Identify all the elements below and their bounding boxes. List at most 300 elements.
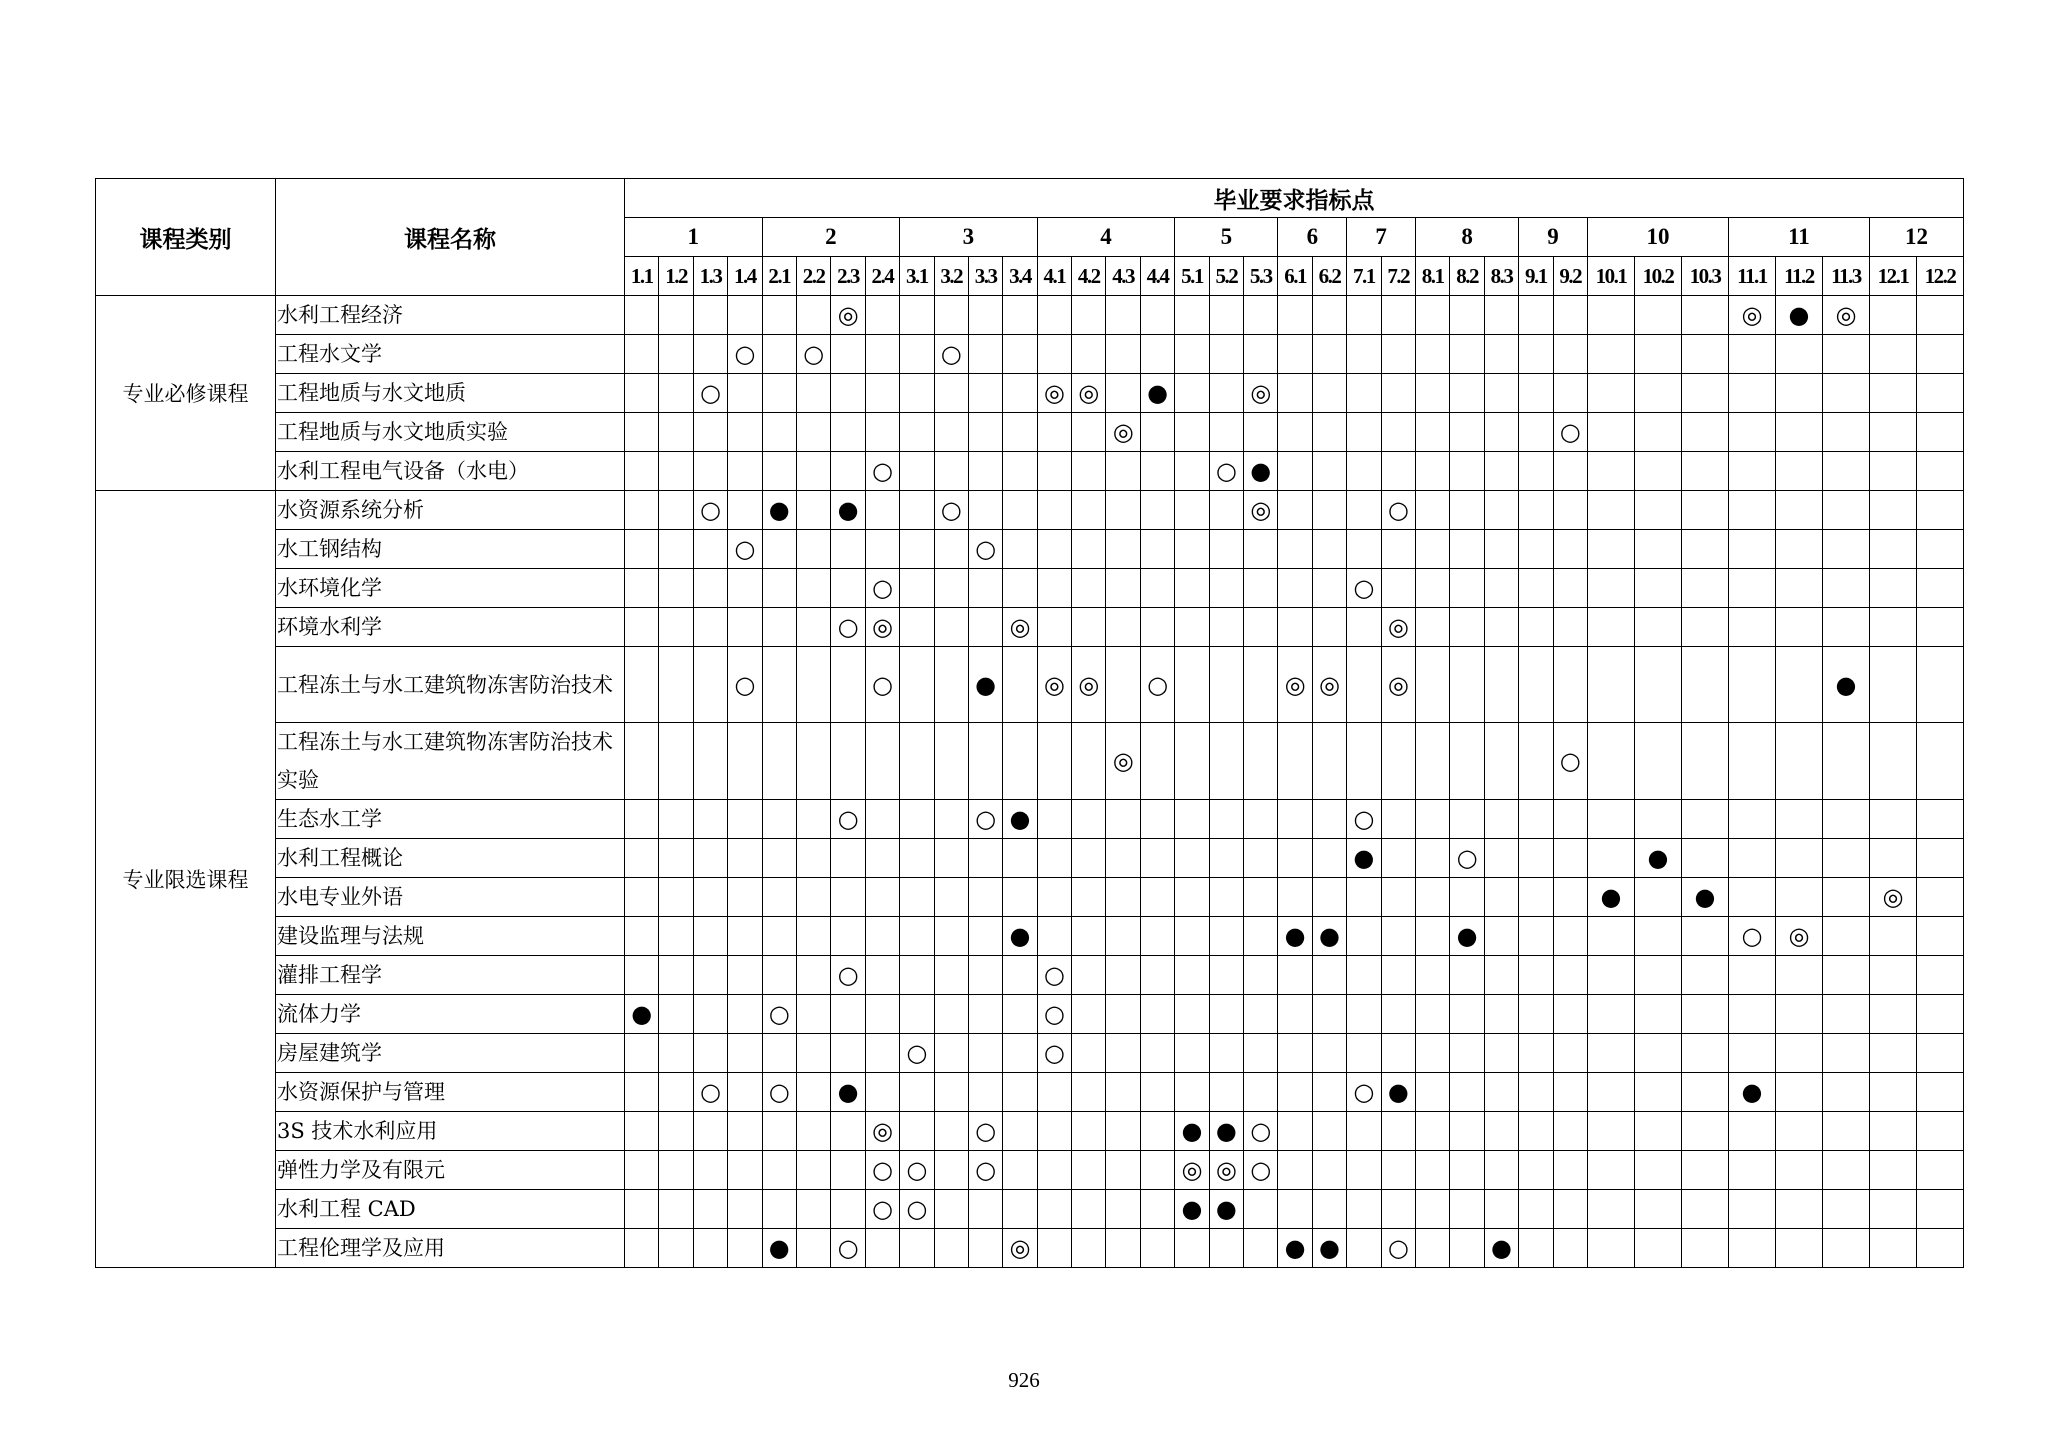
matrix-cell [1175,917,1209,956]
support-level-mark: ● [1250,457,1272,485]
support-level-mark: ◎ [837,301,859,329]
matrix-cell [1519,1034,1553,1073]
matrix-cell [693,491,727,530]
matrix-cell [1072,995,1106,1034]
matrix-cell [1381,608,1415,647]
matrix-cell [1553,995,1587,1034]
table-row [96,491,1964,530]
matrix-cell [1681,1073,1728,1112]
support-level-mark: ○ [1456,844,1478,872]
matrix-cell [1869,1112,1916,1151]
matrix-cell [900,956,934,995]
matrix-cell [865,296,899,335]
matrix-cell [1634,491,1681,530]
matrix-cell [1244,335,1278,374]
matrix-cell [831,956,865,995]
matrix-cell [1140,1229,1174,1268]
matrix-cell [1869,569,1916,608]
support-level-mark: ◎ [1741,301,1763,329]
matrix-cell [1869,995,1916,1034]
matrix-cell [762,1190,796,1229]
matrix-cell [1728,608,1775,647]
support-level-mark: ● [1456,922,1478,950]
matrix-cell [1209,878,1243,917]
matrix-cell [762,608,796,647]
matrix-cell [1003,1229,1037,1268]
matrix-cell [1106,452,1140,491]
matrix-cell [659,491,693,530]
requirement-number: 1 [625,218,763,257]
matrix-cell [796,800,830,839]
matrix-cell [1775,1112,1822,1151]
matrix-cell [1244,647,1278,723]
matrix-cell [693,374,727,413]
matrix-cell [1347,335,1381,374]
matrix-cell [1869,917,1916,956]
matrix-cell [1209,800,1243,839]
matrix-cell [1681,995,1728,1034]
matrix-cell [1209,917,1243,956]
matrix-cell [1106,878,1140,917]
matrix-cell [1037,335,1071,374]
matrix-cell [934,800,968,839]
matrix-cell [1037,491,1071,530]
matrix-cell [1728,839,1775,878]
matrix-cell [934,452,968,491]
support-level-mark: ○ [1250,1156,1272,1184]
support-level-mark: ◎ [1112,418,1134,446]
matrix-cell [1553,917,1587,956]
matrix-cell [1209,530,1243,569]
matrix-cell [1037,956,1071,995]
matrix-cell [1775,452,1822,491]
matrix-cell [796,1151,830,1190]
matrix-cell [1381,296,1415,335]
matrix-cell [1106,800,1140,839]
matrix-cell [1312,1034,1346,1073]
matrix-cell [1822,413,1869,452]
matrix-cell [865,374,899,413]
matrix-cell [1484,1112,1518,1151]
matrix-cell [1244,296,1278,335]
matrix-cell [1278,995,1312,1034]
support-level-mark: ○ [871,1156,893,1184]
matrix-cell [1553,296,1587,335]
matrix-cell [831,452,865,491]
matrix-cell [1209,723,1243,800]
matrix-cell [934,569,968,608]
matrix-cell [1728,1151,1775,1190]
matrix-cell [1312,995,1346,1034]
support-level-mark: ● [1009,922,1031,950]
table-row [96,800,1964,839]
matrix-cell [1450,723,1484,800]
course-name: 建设监理与法规 [276,917,625,956]
matrix-cell [831,878,865,917]
matrix-cell [1587,1034,1634,1073]
matrix-cell [1106,1034,1140,1073]
matrix-cell [1634,569,1681,608]
requirement-number: 11 [1728,218,1869,257]
support-level-mark: ○ [906,1195,928,1223]
matrix-cell [1869,452,1916,491]
table-row [96,413,1964,452]
matrix-cell [693,296,727,335]
matrix-cell [1415,335,1449,374]
matrix-cell [900,1112,934,1151]
matrix-cell [865,1151,899,1190]
support-level-mark: ● [1215,1117,1237,1145]
matrix-cell [1519,647,1553,723]
matrix-cell [728,800,762,839]
matrix-cell [1244,452,1278,491]
matrix-cell [728,1190,762,1229]
matrix-cell [1244,995,1278,1034]
matrix-cell [1106,839,1140,878]
indicator-label: 10.2 [1634,257,1681,296]
course-name: 水资源保护与管理 [276,1073,625,1112]
matrix-cell [1681,335,1728,374]
matrix-cell [1381,413,1415,452]
matrix-cell [728,296,762,335]
matrix-cell [762,530,796,569]
matrix-cell [1634,1151,1681,1190]
matrix-cell [728,1151,762,1190]
matrix-cell [1681,1151,1728,1190]
matrix-cell [693,1112,727,1151]
matrix-cell [1519,608,1553,647]
matrix-cell [796,491,830,530]
matrix-cell [1381,374,1415,413]
matrix-cell [831,995,865,1034]
matrix-cell [865,956,899,995]
matrix-cell [796,1034,830,1073]
course-name: 水利工程电气设备（水电） [276,452,625,491]
table-row [96,723,1964,800]
matrix-cell [1312,723,1346,800]
matrix-cell [934,995,968,1034]
support-level-mark: ○ [1353,1078,1375,1106]
matrix-cell [934,956,968,995]
matrix-cell [865,1190,899,1229]
matrix-cell [1728,1190,1775,1229]
course-name: 水电专业外语 [276,878,625,917]
matrix-cell [625,800,659,839]
matrix-cell [1244,569,1278,608]
matrix-cell [1681,530,1728,569]
support-level-mark: ◎ [1835,301,1857,329]
support-level-mark: ● [1215,1195,1237,1223]
matrix-cell [1634,1190,1681,1229]
matrix-cell [968,995,1002,1034]
matrix-cell [659,296,693,335]
support-level-mark: ○ [871,574,893,602]
table-row [96,452,1964,491]
matrix-cell [1312,530,1346,569]
matrix-cell [865,1229,899,1268]
matrix-cell [1037,995,1071,1034]
matrix-cell [1822,530,1869,569]
matrix-cell [1775,335,1822,374]
matrix-cell [1037,413,1071,452]
matrix-cell [1775,1073,1822,1112]
matrix-cell [1728,569,1775,608]
matrix-cell [1312,878,1346,917]
matrix-cell [625,335,659,374]
matrix-cell [1347,917,1381,956]
matrix-cell [1175,839,1209,878]
matrix-cell [1728,1034,1775,1073]
matrix-cell [1450,1229,1484,1268]
matrix-cell [1681,800,1728,839]
matrix-cell [831,1112,865,1151]
matrix-cell [968,839,1002,878]
matrix-cell [1519,569,1553,608]
matrix-cell [1381,647,1415,723]
matrix-cell [1209,1151,1243,1190]
matrix-cell [1381,530,1415,569]
course-name: 工程地质与水文地质实验 [276,413,625,452]
support-level-mark: ○ [700,496,721,524]
matrix-cell [1278,335,1312,374]
matrix-cell [1244,878,1278,917]
course-name: 工程水文学 [276,335,625,374]
matrix-cell [1916,839,1963,878]
matrix-cell [1072,723,1106,800]
table-row [96,1151,1964,1190]
matrix-cell [900,1229,934,1268]
matrix-cell [1106,413,1140,452]
table-row [96,647,1964,723]
matrix-cell [659,335,693,374]
matrix-cell [1072,878,1106,917]
support-level-mark: ◎ [1078,379,1100,407]
matrix-cell [796,878,830,917]
support-level-mark: ○ [837,961,859,989]
matrix-cell [1728,878,1775,917]
support-level-mark: ● [1147,379,1169,407]
matrix-cell [1916,374,1963,413]
matrix-cell [1347,1229,1381,1268]
matrix-cell [1728,995,1775,1034]
support-level-mark: ● [1181,1195,1203,1223]
matrix-cell [1415,1151,1449,1190]
matrix-cell [1775,917,1822,956]
matrix-cell [1916,917,1963,956]
matrix-cell [1916,1190,1963,1229]
matrix-cell [1175,647,1209,723]
matrix-cell [934,491,968,530]
table-row [96,374,1964,413]
matrix-cell [1587,491,1634,530]
matrix-cell [1381,1229,1415,1268]
matrix-cell [865,1073,899,1112]
support-level-mark: ○ [906,1039,928,1067]
matrix-cell [625,1112,659,1151]
matrix-cell [968,335,1002,374]
matrix-cell [900,1034,934,1073]
matrix-cell [659,878,693,917]
matrix-cell [1519,491,1553,530]
table-row [96,1190,1964,1229]
matrix-cell [693,647,727,723]
matrix-cell [900,413,934,452]
matrix-cell [900,530,934,569]
matrix-cell [1072,608,1106,647]
matrix-cell [1415,878,1449,917]
matrix-cell [1450,800,1484,839]
matrix-cell [1312,800,1346,839]
matrix-cell [968,413,1002,452]
matrix-cell [1728,1112,1775,1151]
matrix-cell [1072,335,1106,374]
matrix-cell [1244,1151,1278,1190]
matrix-cell [1347,723,1381,800]
matrix-cell [625,491,659,530]
matrix-cell [1106,296,1140,335]
matrix-cell [1278,530,1312,569]
matrix-cell [1553,839,1587,878]
matrix-cell [1003,995,1037,1034]
matrix-cell [1381,452,1415,491]
matrix-cell [1415,956,1449,995]
matrix-cell [831,1034,865,1073]
matrix-cell [1003,374,1037,413]
matrix-cell [796,647,830,723]
matrix-cell [968,374,1002,413]
matrix-cell [1681,1112,1728,1151]
course-name: 灌排工程学 [276,956,625,995]
matrix-cell [1869,647,1916,723]
matrix-cell [1450,1112,1484,1151]
matrix-cell [1140,491,1174,530]
matrix-cell [728,878,762,917]
matrix-cell [693,800,727,839]
matrix-cell [1175,335,1209,374]
matrix-cell [1175,1073,1209,1112]
matrix-cell [1869,1073,1916,1112]
matrix-cell [625,917,659,956]
matrix-cell [1553,647,1587,723]
matrix-cell [1822,917,1869,956]
matrix-cell [1916,800,1963,839]
matrix-cell [1175,491,1209,530]
matrix-cell [1450,956,1484,995]
matrix-cell [1587,1229,1634,1268]
matrix-cell [1347,800,1381,839]
support-level-mark: ◎ [1181,1156,1203,1184]
matrix-cell [625,608,659,647]
support-level-mark: ◎ [1319,670,1340,699]
matrix-cell [1484,452,1518,491]
indicator-label: 7.1 [1347,257,1381,296]
matrix-cell [1869,530,1916,569]
matrix-cell [1278,569,1312,608]
matrix-cell [1244,530,1278,569]
matrix-cell [1484,1073,1518,1112]
matrix-cell [1312,917,1346,956]
matrix-cell [934,1190,968,1229]
matrix-cell [762,335,796,374]
indicator-label: 10.1 [1587,257,1634,296]
matrix-cell [1278,1151,1312,1190]
support-level-mark: ◎ [871,1117,893,1145]
table-row [96,569,1964,608]
matrix-cell [900,1073,934,1112]
header-course-name: 课程名称 [276,179,625,296]
matrix-cell [693,569,727,608]
matrix-cell [1209,491,1243,530]
matrix-cell [1312,1073,1346,1112]
requirement-number: 4 [1037,218,1175,257]
matrix-cell [968,956,1002,995]
indicator-label: 3.4 [1003,257,1037,296]
matrix-cell [693,335,727,374]
matrix-cell [1278,491,1312,530]
matrix-cell [968,569,1002,608]
matrix-cell [1681,413,1728,452]
indicator-label: 2.2 [796,257,830,296]
indicator-label: 1.4 [728,257,762,296]
matrix-cell [1634,800,1681,839]
matrix-cell [1278,878,1312,917]
matrix-cell [1072,917,1106,956]
matrix-cell [1209,1112,1243,1151]
matrix-cell [1822,374,1869,413]
matrix-cell [1244,374,1278,413]
matrix-cell [1450,995,1484,1034]
support-level-mark: ○ [1250,1117,1272,1145]
matrix-cell [1415,800,1449,839]
matrix-cell [728,1073,762,1112]
matrix-cell [1278,1190,1312,1229]
matrix-cell [1415,1190,1449,1229]
matrix-cell [728,1034,762,1073]
matrix-cell [1209,413,1243,452]
matrix-cell [1244,1229,1278,1268]
matrix-cell [934,878,968,917]
matrix-cell [1587,452,1634,491]
matrix-cell [968,878,1002,917]
matrix-cell [1728,723,1775,800]
matrix-cell [1484,995,1518,1034]
matrix-cell [1484,917,1518,956]
matrix-cell [1681,878,1728,917]
matrix-cell [1415,608,1449,647]
table-row [96,1034,1964,1073]
matrix-cell [1916,1151,1963,1190]
matrix-cell [1634,647,1681,723]
support-level-mark: ○ [1387,496,1409,524]
matrix-cell [1553,800,1587,839]
matrix-cell [1519,956,1553,995]
matrix-cell [1278,413,1312,452]
support-level-mark: ● [1319,922,1340,950]
matrix-cell [968,452,1002,491]
matrix-cell [968,608,1002,647]
matrix-cell [1415,491,1449,530]
matrix-cell [1519,335,1553,374]
matrix-cell [762,956,796,995]
matrix-cell [1140,1151,1174,1190]
matrix-cell [693,839,727,878]
course-name: 房屋建筑学 [276,1034,625,1073]
matrix-cell [1450,335,1484,374]
indicator-label: 4.4 [1140,257,1174,296]
matrix-cell [1381,1112,1415,1151]
matrix-cell [625,413,659,452]
matrix-cell [1415,1112,1449,1151]
